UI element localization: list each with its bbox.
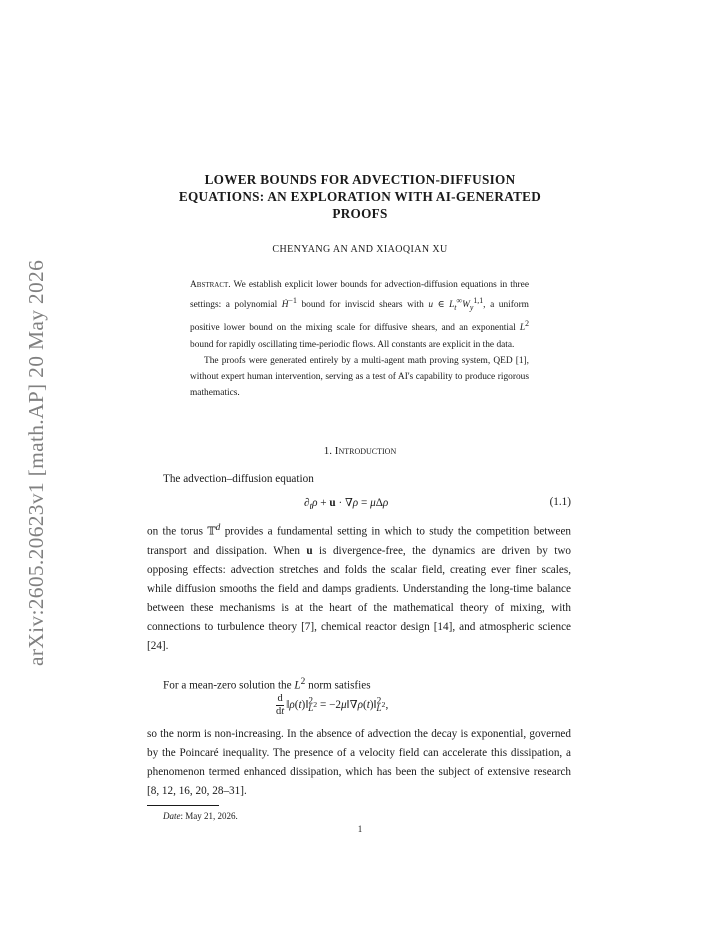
footnote-date: Date: May 21, 2026. [163,811,238,821]
equation-1-1: $\partial_t\rho + u \cdot \nabla\rho = \mu\Delta\rho$ [304,497,389,513]
paper-title [140,172,580,222]
page-number: 1 [357,824,363,834]
abstract-paragraph-2: The proofs were generated entirely by a multi-agent math proving system, QED [1], without expert human intervention, serving as a test of AI's capability to produce rigorous mathematics. [190,355,529,399]
section-number: 1. [323,445,333,457]
arxiv-identifier: arXiv:2605.20623v1 [math.AP] 20 May 2026 [24,259,48,666]
equation-energy: $\frac{d}{dt}$ ‖ρ(t)‖$^2_{L^2}$ = −2μ‖∇ρ(t)‖$^2_{L^2}$, [276,693,389,717]
paragraph-1: on the torus 𝕋$^d$ provides a fundamental setting in which to study the competition between transport and dissipation. When u is divergence-free, the dynamics are driven by two opposing effects: advection stretches and folds the scalar field, creating ever finer scales, while diffusion smooths the field and damps gradients. Understanding the long-time balance between these mechanisms is at the heart of the mathematical theory of mixing, with connections to turbulence theory [7], chemical reactor design [14], and atmospheric science [24]. [147,523,572,652]
paragraph-3: so the norm is non-increasing. In the absence of advection the decay is exponential, governed by the Poincaré inequality. The presence of a velocity field can accelerate this dissipation, a phenomenon termed enhanced dissipation, which has been the subject of extensive research [8, 12, 16, 20, 28–31]. [147,728,571,797]
title-line-1: LOWER BOUNDS FOR ADVECTION-DIFFUSION [204,172,516,187]
abstract-paragraph-1: Abstract. We establish explicit lower bounds for advection-diffusion equations in three settings: a polynomial Ḣ$^{-1}$ bound for inviscid shears with u ∈ $L_t^\infty W_y^{1,1}$, a uniform positive lower bound on the mixing scale for diffusive shears, and an exponential $L^2$ bound for rapidly oscillating time-periodic flows. All constants are explicit in the data. [190,280,529,350]
abstract-label: Abstract. [190,280,231,290]
section-title: Introduction [334,445,397,457]
paper-authors: CHENYANG AN AND XIAOQIAN XU [272,244,448,255]
equation-number: (1.1) [549,496,571,508]
abstract [190,277,529,402]
title-line-3: PROOFS [332,205,388,221]
footnote-rule [147,805,219,806]
paragraph-2: For a mean-zero solution the $L^2$ norm satisfies [163,677,371,692]
intro-line: The advection–diffusion equation [163,473,314,485]
section-heading [140,445,580,457]
title-line-2: EQUATIONS: AN EXPLORATION WITH AI-GENERATED [178,188,542,204]
